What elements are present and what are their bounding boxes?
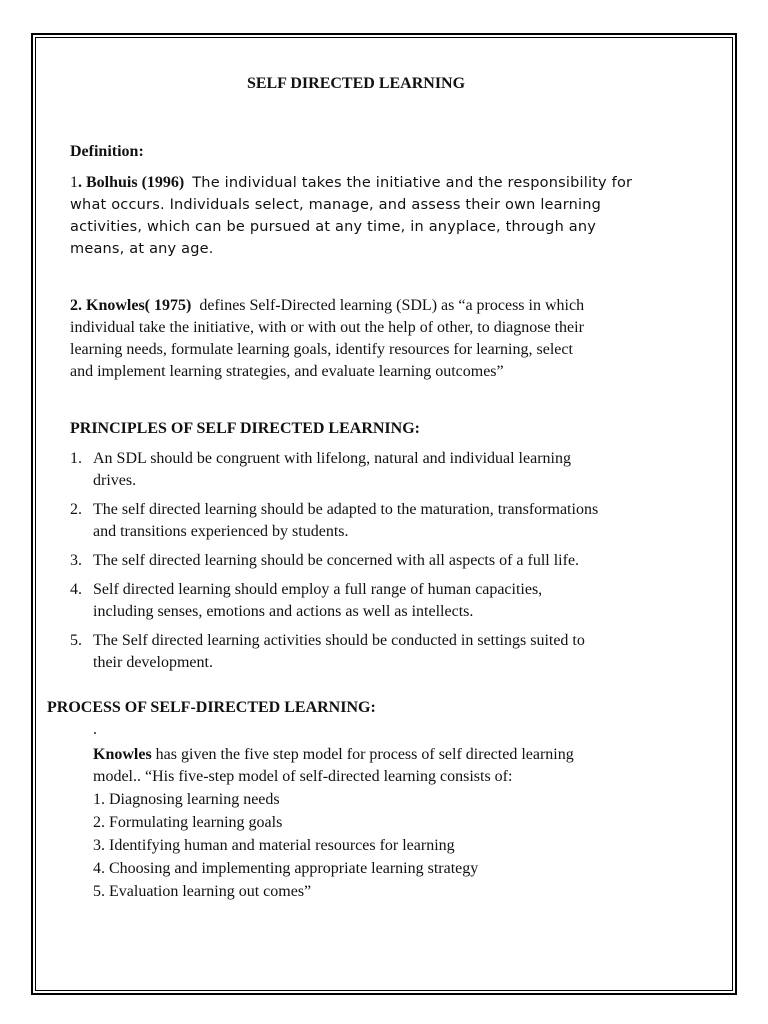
process-step: 3. Identifying human and material resources for learning (93, 837, 455, 854)
bolhuis-author: . Bolhuis (1996) (78, 174, 185, 191)
list-item (70, 499, 690, 543)
knowles-line-3: learning needs, formulate learning goals, identify resources for learning, select (70, 341, 573, 358)
list-item-text: and transitions experienced by students. (93, 523, 349, 540)
process-intro (93, 744, 693, 788)
list-item-number: 4. (70, 581, 82, 598)
list-item-text: An SDL should be congruent with lifelong, natural and individual learning (93, 450, 571, 467)
principles-list (70, 448, 690, 681)
list-item (70, 579, 690, 623)
bolhuis-line-2: what occurs. Individuals select, manage, and assess their own learning (70, 197, 602, 213)
list-item-text: The Self directed learning activities should be conducted in settings suited to (93, 632, 585, 649)
list-item-number: 3. (70, 552, 82, 569)
list-item (70, 550, 690, 572)
list-item-number: 1. (70, 450, 82, 467)
process-step: 1. Diagnosing learning needs (93, 791, 280, 808)
bolhuis-number: 1 (70, 174, 78, 191)
document-title: SELF DIRECTED LEARNING (246, 75, 466, 92)
bolhuis-line-4: means, at any age. (70, 241, 214, 257)
list-item-text: The self directed learning should be adapted to the maturation, transformations (93, 501, 599, 518)
process-steps (93, 788, 478, 903)
list-item (70, 630, 690, 674)
definition-item-bolhuis (70, 172, 680, 260)
bolhuis-line-3: activities, which can be pursued at any time, in anyplace, through any (70, 219, 597, 235)
definition-item-knowles (70, 295, 690, 383)
list-item-text: The self directed learning should be concerned with all aspects of a full life. (93, 552, 580, 569)
process-step: 4. Choosing and implementing appropriate learning strategy (93, 860, 479, 877)
list-item-number: 2. (70, 501, 82, 518)
list-item (70, 448, 690, 492)
list-item-number: 5. (70, 632, 82, 649)
process-intro-author: Knowles (93, 746, 152, 763)
process-step: 2. Formulating learning goals (93, 814, 283, 831)
process-intro-line-2: model.. “His five-step model of self-directed learning consists of: (93, 768, 513, 785)
list-item-text: including senses, emotions and actions as well as intellects. (93, 603, 474, 620)
knowles-line-4: and implement learning strategies, and evaluate learning outcomes” (70, 363, 504, 380)
list-item-text: Self directed learning should employ a full range of human capacities, (93, 581, 543, 598)
bolhuis-line-1: The individual takes the initiative and the responsibility for (192, 175, 633, 191)
process-heading: PROCESS OF SELF-DIRECTED LEARNING: (47, 699, 376, 716)
process-intro-line-1: has given the five step model for process of self directed learning (155, 746, 574, 763)
knowles-line-2: individual take the initiative, with or with out the help of other, to diagnose their (70, 319, 584, 336)
knowles-line-1: defines Self-Directed learning (SDL) as “a process in which (199, 297, 585, 314)
list-item-text: drives. (93, 472, 137, 489)
principles-heading: PRINCIPLES OF SELF DIRECTED LEARNING: (70, 420, 420, 437)
definition-heading: Definition: (70, 143, 144, 160)
process-dot: . (93, 721, 97, 738)
list-item-text: their development. (93, 654, 213, 671)
process-step: 5. Evaluation learning out comes” (93, 883, 312, 900)
knowles-author: 2. Knowles( 1975) (70, 297, 192, 314)
